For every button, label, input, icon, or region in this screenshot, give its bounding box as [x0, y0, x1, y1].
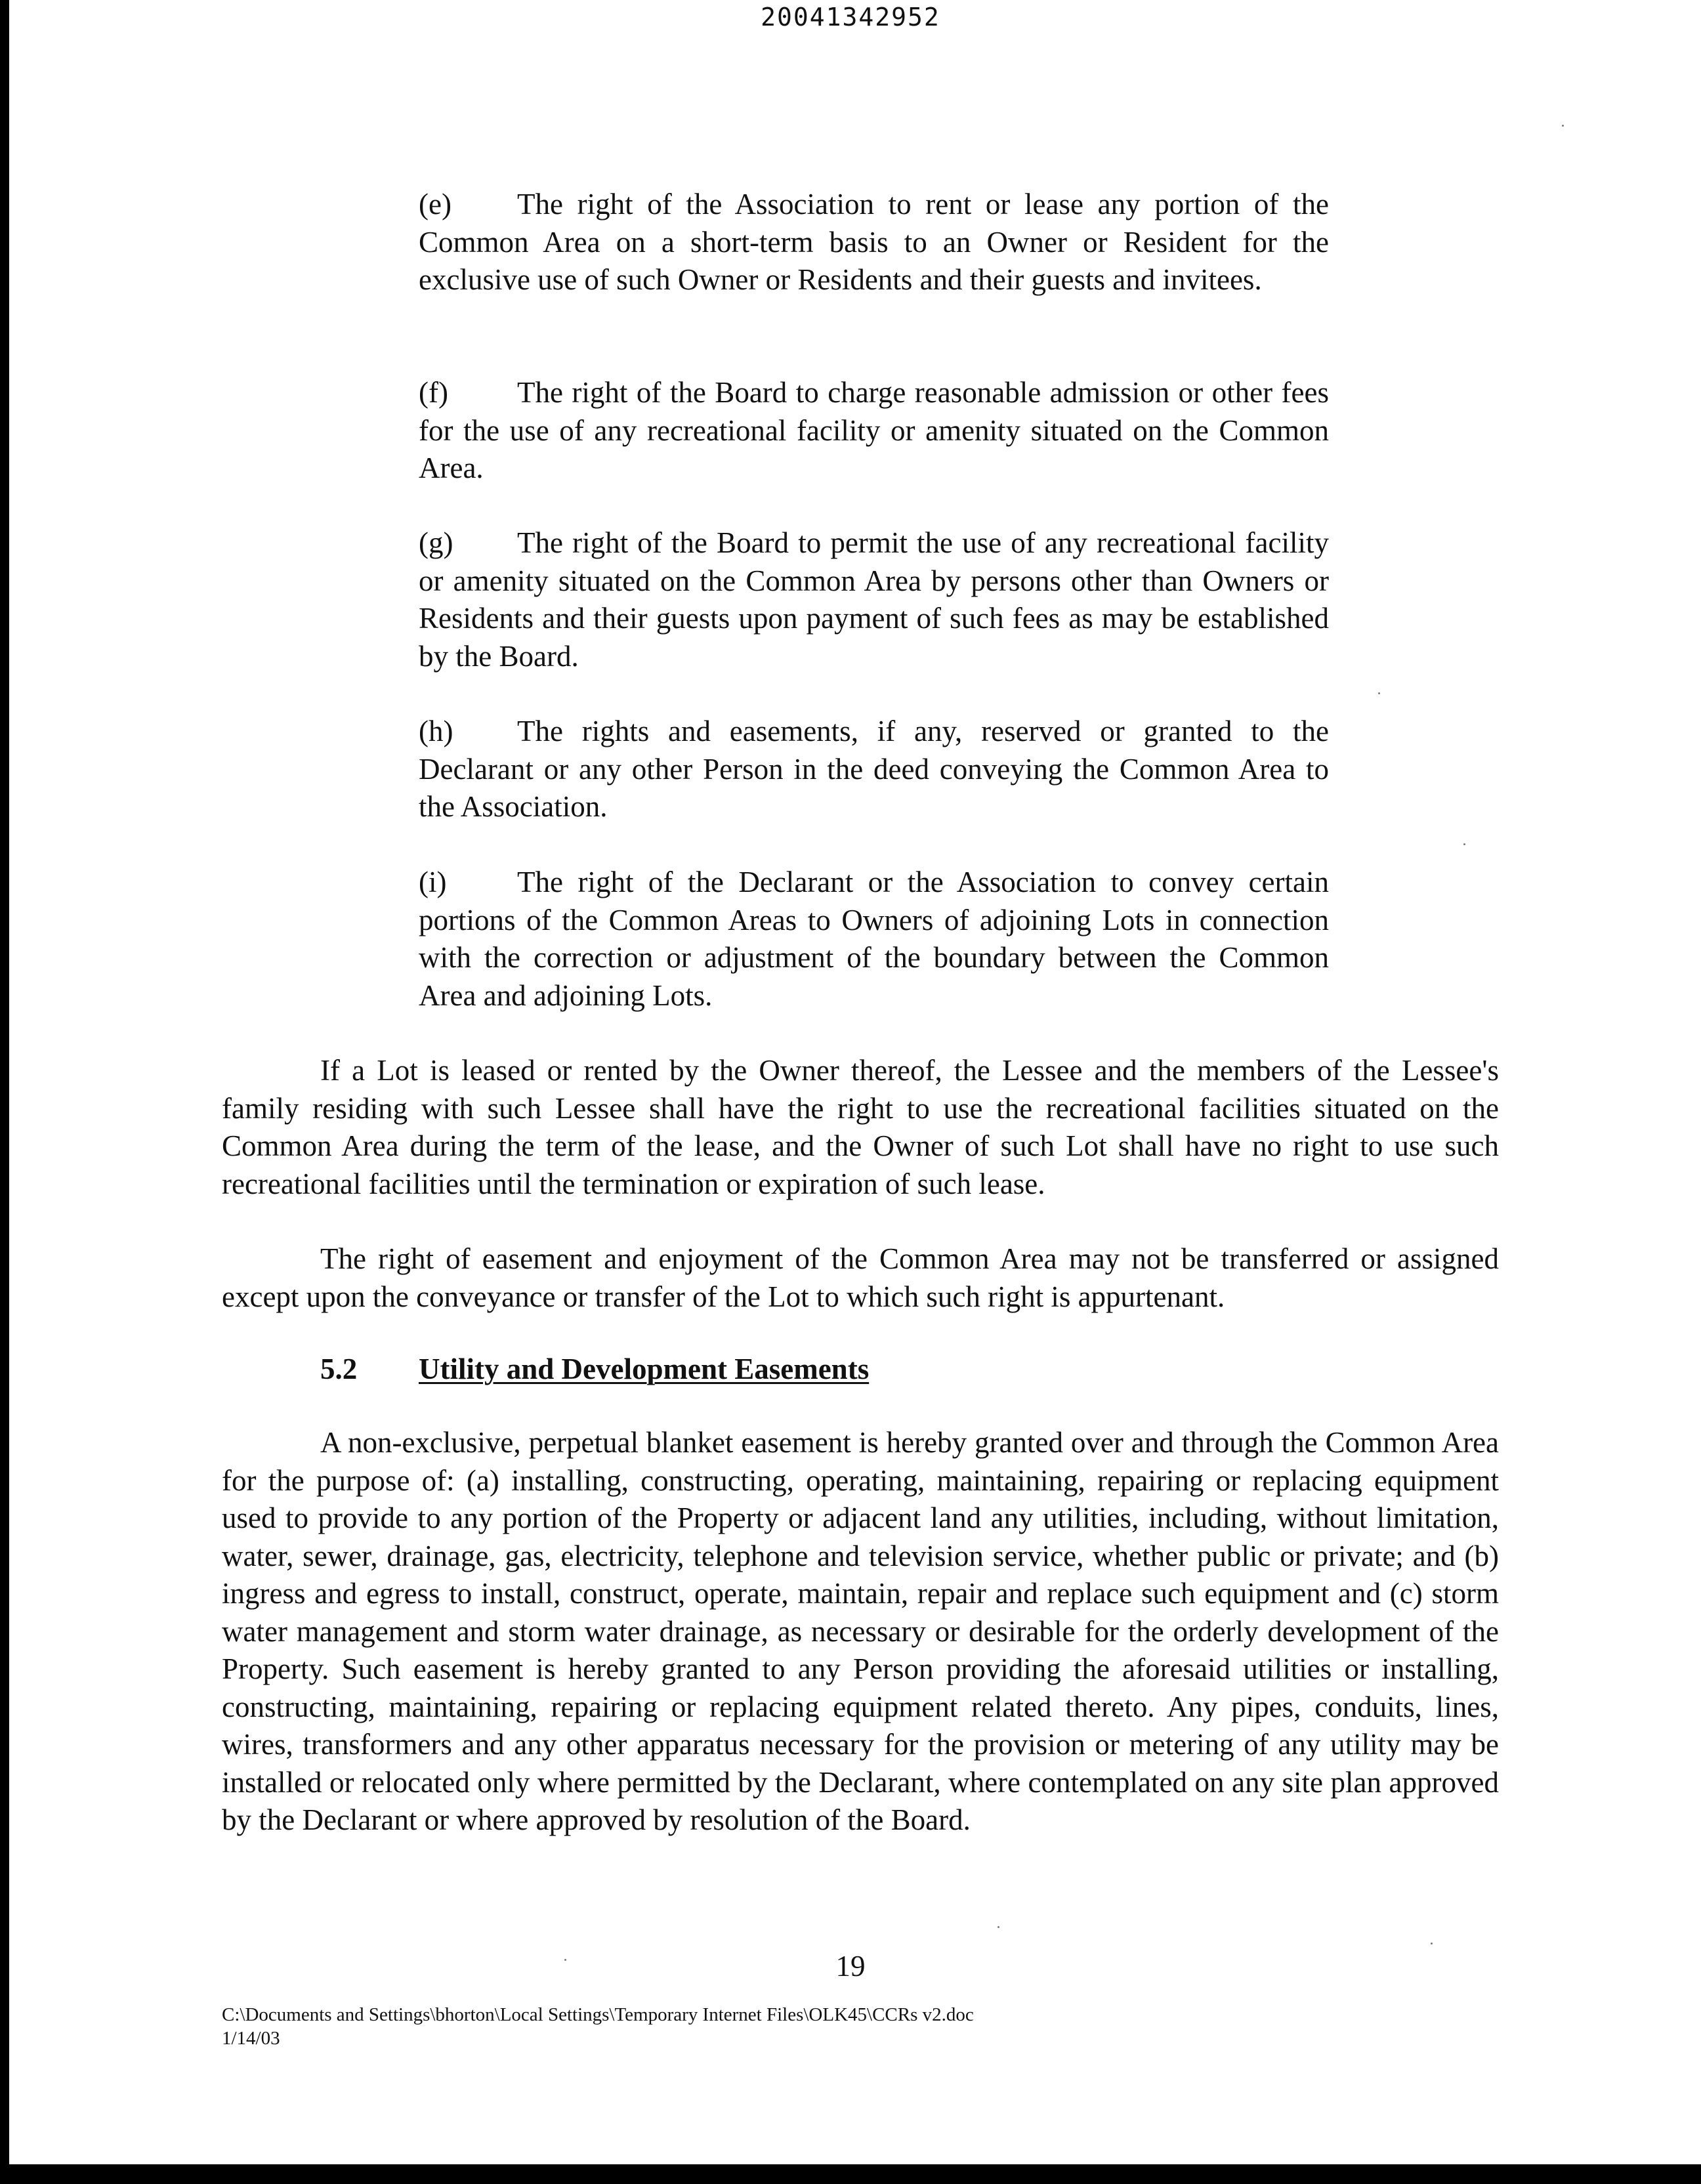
item-label: (i) — [419, 866, 447, 898]
document-number: 20041342952 — [761, 3, 940, 32]
easement-transfer-paragraph: The right of easement and enjoyment of the Common Area may not be transferred or assigned except upon the conveyance or transfer of the Lot to which such right is appurtenant. — [222, 1242, 1499, 1313]
list-item — [419, 864, 1329, 1015]
list-item — [419, 374, 1329, 488]
list-item — [419, 186, 1329, 299]
item-text: The right of the Association to rent or lease any portion of the Common Area on a short-term basis to an Owner or Resident for the exclusive use of such Owner or Residents and their guests and invitees. — [419, 188, 1329, 296]
item-text: The rights and easements, if any, reserved or granted to the Declarant or any other Person in the deed conveying the Common Area to the Association. — [419, 715, 1329, 823]
section-body: A non-exclusive, perpetual blanket easement is hereby granted over and through the Common Area for the purpose of: (a) installing, constructing, operating, maintaining, repairing or replacing equipment used to provide to any portion of the Property or adjacent land any utilities, including, without limitation, water, sewer, drainage, gas, electricity, telephone and television service, whether public or private; and (b) ingress and egress to install, construct, operate, maintain, repair and replace such equipment and (c) storm water management and storm water drainage, as necessary or desirable for the orderly development of the Property. Such easement is hereby granted to any Person providing the aforesaid utilities or installing, constructing, maintaining, repairing or replacing equipment related thereto. Any pipes, conduits, lines, wires, transformers and any other apparatus necessary for the provision or metering of any utility may be installed or relocated only where permitted by the Declarant, where contemplated on any site plan approved by the Declarant or where approved by resolution of the Board. — [222, 1426, 1499, 1836]
scan-border-bottom — [0, 2164, 1701, 2184]
list-item — [419, 524, 1329, 675]
section-number: 5.2 — [320, 1353, 358, 1385]
lessee-paragraph: If a Lot is leased or rented by the Owner thereof, the Lessee and the members of the Lessee's family residing with such Lessee shall have the right to use the recreational facilities situated on the Common Area during the term of the lease, and the Owner of such Lot shall have no right to use such recreational facilities until the termination or expiration of such lease. — [222, 1054, 1499, 1200]
scan-speck — [1562, 125, 1564, 127]
scan-speck — [998, 1926, 999, 1928]
scan-border-left — [0, 0, 9, 2184]
scan-speck — [564, 1959, 566, 1961]
item-text: The right of the Declarant or the Association to convey certain portions of the Common Areas to Owners of adjoining Lots in connection with the correction or adjustment of the boundary between the Common Area and adjoining Lots. — [419, 866, 1329, 1012]
list-item — [419, 713, 1329, 826]
item-text: The right of the Board to permit the use of any recreational facility or amenity situated on the Common Area by persons other than Owners or Residents and their guests upon payment of such fees as may be established by the Board. — [419, 526, 1329, 673]
scan-speck — [1431, 1942, 1433, 1944]
footer-date: 1/14/03 — [222, 2028, 280, 2049]
item-label: (g) — [419, 526, 453, 559]
item-label: (h) — [419, 715, 453, 747]
item-label: (e) — [419, 188, 452, 220]
item-text: The right of the Board to charge reasonable admission or other fees for the use of any recreational facility or amenity situated on the Common Area. — [419, 376, 1329, 484]
section-title: Utility and Development Easements — [419, 1353, 870, 1385]
page-number: 19 — [835, 1950, 866, 1983]
footer-file-path: C:\Documents and Settings\bhorton\Local Settings\Temporary Internet Files\OLK45\CCRs v2.doc — [222, 2004, 974, 2025]
item-label: (f) — [419, 376, 448, 409]
section-heading — [320, 1351, 869, 1388]
scan-speck — [1463, 843, 1465, 845]
scan-speck — [1378, 692, 1380, 694]
footer — [222, 2003, 974, 2050]
